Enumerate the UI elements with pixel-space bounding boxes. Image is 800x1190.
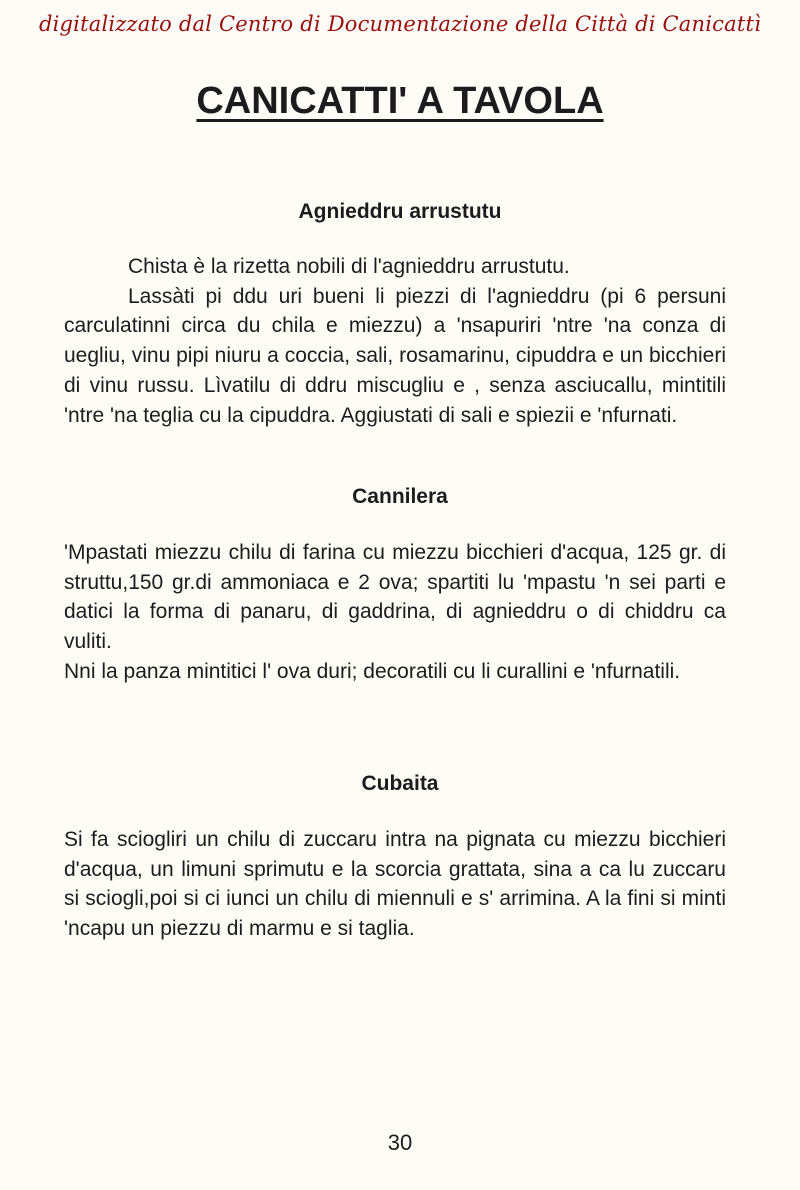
page-title: CANICATTI' A TAVOLA bbox=[196, 80, 604, 122]
recipe-paragraph: Nni la panza mintitici l' ova duri; decoratili cu li curallini e 'nfurnatili. bbox=[64, 659, 681, 683]
recipe-body-cubaita bbox=[64, 825, 726, 944]
recipe-body-agnieddru bbox=[64, 252, 726, 430]
recipe-body-cannilera bbox=[64, 538, 726, 687]
recipe-paragraph: Si fa sciogliri un chilu di zuccaru intra na pignata cu miezzu bicchieri d'acqua, un limuni sprimutu e la scorcia grattata, sina a ca lu zuccaru si sciogli,poi si ci iunci un chilu di miennuli e s' arrimina. A la fini si minti 'ncapu un piezzu di marmu e si taglia. bbox=[64, 828, 726, 941]
recipe-title-cannilera: Cannilera bbox=[352, 485, 448, 508]
page-number: 30 bbox=[387, 1130, 413, 1155]
watermark: digitalizzato dal Centro di Documentazione della Città di Canicattì bbox=[38, 12, 762, 36]
recipe-paragraph: 'Mpastati miezzu chilu di farina cu miezzu bicchieri d'acqua, 125 gr. di struttu,150 gr.di ammoniaca e 2 ova; spartiti lu 'mpastu 'n sei parti e datici la forma di panaru, di gaddrina, di agnieddru o di chiddru ca vuliti. bbox=[64, 541, 726, 654]
recipe-title-agnieddru: Agnieddru arrustutu bbox=[298, 200, 502, 223]
recipe-paragraph: Lassàti pi ddu uri bueni li piezzi di l'agnieddru (pi 6 persuni carculatinni circa du chila e miezzu) a 'nsapuriri 'ntre 'na conza di uegliu, vinu pipi niuru a coccia, sali, rosamarinu, cipuddra e un bicchieri di vinu russu. Lìvatilu di ddru miscugliu e , senza asciucallu, mintitili 'ntre 'na teglia cu la cipuddra. Aggiustati di sali e spiezii e 'nfurnati. bbox=[64, 284, 726, 427]
recipe-title-cubaita: Cubaita bbox=[361, 772, 439, 795]
recipe-paragraph: Chista è la rizetta nobili di l'agnieddru arrustutu. bbox=[128, 255, 570, 278]
